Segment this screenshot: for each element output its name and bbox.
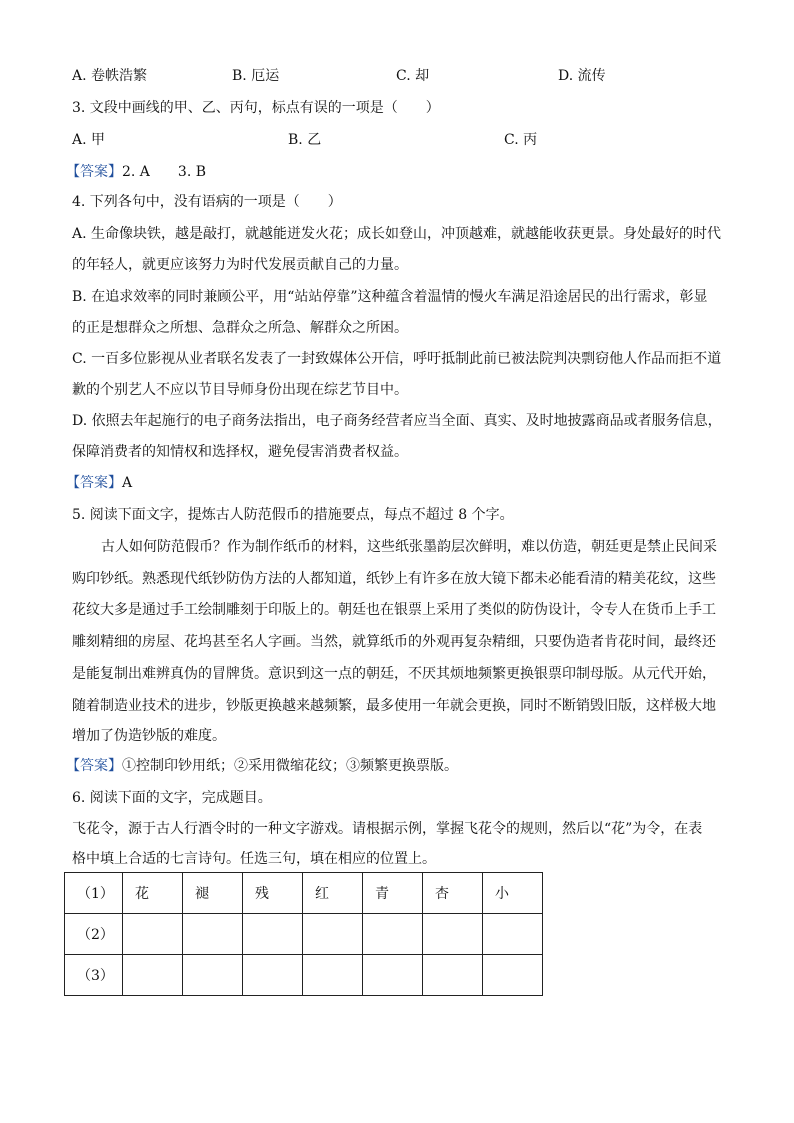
table-cell: 青 bbox=[363, 873, 423, 914]
table-cell bbox=[423, 914, 483, 955]
table-cell bbox=[123, 955, 183, 996]
option-b: B. 乙 bbox=[288, 132, 322, 148]
question-6-stem: 6. 阅读下面的文字，完成题目。 bbox=[72, 790, 272, 806]
table-cell bbox=[423, 955, 483, 996]
table-cell bbox=[243, 955, 303, 996]
table-cell bbox=[303, 914, 363, 955]
q6-text-line: 飞花令，源于古人行酒令时的一种文字游戏。请根据示例，掌握飞花令的规则，然后以“花”为令，在表 bbox=[72, 821, 703, 837]
option-a: A. 卷帙浩繁 bbox=[72, 68, 148, 84]
table-cell: 残 bbox=[243, 873, 303, 914]
answer-line bbox=[66, 474, 132, 492]
question-5-stem: 5. 阅读下面文字，提炼古人防范假币的措施要点，每点不超过 8 个字。 bbox=[72, 507, 514, 523]
feihualing-table bbox=[64, 872, 543, 996]
q4-line: D. 依照去年起施行的电子商务法指出，电子商务经营者应当全面、真实、及时地披露商品或者服务信息， bbox=[72, 413, 722, 429]
table-cell: （3） bbox=[65, 955, 123, 996]
q4-line: 歉的个别艺人不应以节目导师身份出现在综艺节目中。 bbox=[72, 382, 408, 398]
table-cell bbox=[363, 914, 423, 955]
table-cell bbox=[363, 955, 423, 996]
table-cell bbox=[303, 955, 363, 996]
q5-passage-line: 古人如何防范假币？作为制作纸币的材料，这些纸张墨韵层次鲜明，难以仿造，朝廷更是禁止民间采 bbox=[101, 539, 717, 555]
answer-text: ①控制印钞用纸；②采用微缩花纹；③频繁更换票版。 bbox=[122, 758, 458, 774]
table-row bbox=[65, 955, 543, 996]
q4-line: C. 一百多位影视从业者联名发表了一封致媒体公开信，呼吁抵制此前已被法院判决剽窃他人作品而拒不道 bbox=[72, 351, 722, 367]
q4-line: 的正是想群众之所想、急群众之所急、解群众之所困。 bbox=[72, 320, 408, 336]
q5-passage-line: 随着制造业技术的进步，钞版更换越来越频繁，最多使用一年就会更换，同时不断销毁旧版，这样极大地 bbox=[72, 698, 716, 714]
table-cell bbox=[483, 914, 543, 955]
table-cell bbox=[483, 955, 543, 996]
option-c: C. 却 bbox=[396, 68, 430, 84]
q4-line: 保障消费者的知情权和选择权，避免侵害消费者权益。 bbox=[72, 444, 408, 460]
q4-line: A. 生命像块铁，越是敲打，就越能迸发火花；成长如登山，冲顶越难，就越能收获更景。身处最好的时代 bbox=[72, 226, 722, 242]
table-cell: 杏 bbox=[423, 873, 483, 914]
answer-tag: 【答案】 bbox=[66, 164, 122, 180]
q6-text-line: 格中填上合适的七言诗句。任选三句，填在相应的位置上。 bbox=[72, 851, 436, 867]
q5-passage-line: 是能复制出难辨真伪的冒牌货。意识到这一点的朝廷，不厌其烦地频繁更换银票印制母版。从元代开始， bbox=[72, 666, 716, 682]
table-row bbox=[65, 914, 543, 955]
table-cell: （1） bbox=[65, 873, 123, 914]
option-d: D. 流传 bbox=[558, 68, 606, 84]
table-cell: 褪 bbox=[183, 873, 243, 914]
answer-tag: 【答案】 bbox=[66, 475, 122, 491]
q5-passage-line: 增加了伪造钞版的难度。 bbox=[72, 728, 226, 744]
answer-text: A bbox=[122, 475, 133, 491]
answer-text: 2. A 3. B bbox=[122, 164, 207, 180]
table-cell: （2） bbox=[65, 914, 123, 955]
q5-passage-line: 雕刻精细的房屋、花坞甚至名人字画。当然，就算纸币的外观再复杂精细，只要伪造者肯花时间，最终还 bbox=[72, 634, 716, 650]
table-cell bbox=[183, 914, 243, 955]
answer-line bbox=[66, 757, 458, 775]
question-4-stem: 4. 下列各句中，没有语病的一项是（ ） bbox=[72, 194, 342, 210]
q4-line: 的年轻人，就更应该努力为时代发展贡献自己的力量。 bbox=[72, 257, 408, 273]
table-cell: 花 bbox=[123, 873, 183, 914]
table-cell bbox=[243, 914, 303, 955]
answer-tag: 【答案】 bbox=[66, 758, 122, 774]
table-cell bbox=[183, 955, 243, 996]
option-c: C. 丙 bbox=[504, 132, 538, 148]
question-3-stem: 3. 文段中画线的甲、乙、丙句，标点有误的一项是（ ） bbox=[72, 100, 440, 116]
table-cell: 红 bbox=[303, 873, 363, 914]
q5-passage-line: 购印钞纸。熟悉现代纸钞防伪方法的人都知道，纸钞上有许多在放大镜下都未必能看清的精美花纹，这些 bbox=[72, 571, 716, 587]
option-a: A. 甲 bbox=[72, 132, 106, 148]
table-cell bbox=[123, 914, 183, 955]
table-row bbox=[65, 873, 543, 914]
option-b: B. 厄运 bbox=[232, 68, 280, 84]
q5-passage-line: 花纹大多是通过手工绘制雕刻于印版上的。朝廷也在银票上采用了类似的防伪设计，令专人在货币上手工 bbox=[72, 602, 716, 618]
answer-line bbox=[66, 163, 206, 181]
table-cell: 小 bbox=[483, 873, 543, 914]
q4-line: B. 在追求效率的同时兼顾公平，用“站站停靠”这种蕴含着温情的慢火车满足沿途居民的出行需求，彰显 bbox=[72, 289, 708, 305]
